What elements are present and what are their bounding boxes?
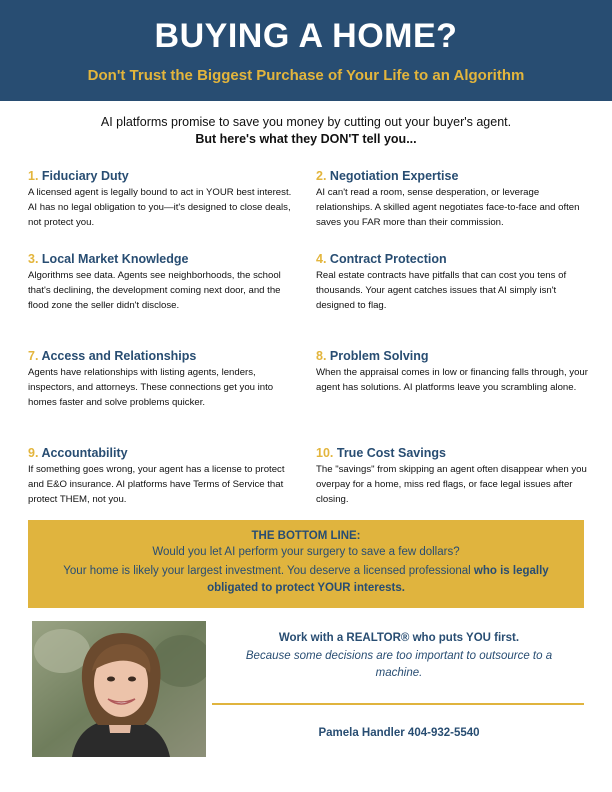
point-access-relationships (28, 349, 300, 411)
intro-line: AI platforms promise to save you money by cutting out your buyer's agent. (100, 115, 512, 129)
point-local-market-knowledge (28, 252, 300, 314)
bottom-line-box (28, 520, 584, 608)
agent-contact: Pamela Handler 404-932-5540 (318, 727, 480, 739)
point-title: Fiduciary Duty (41, 169, 129, 183)
bottom-line-statement-text: Your home is likely your largest investment. You deserve a licensed professional (63, 565, 474, 577)
point-number: 2. (316, 169, 327, 183)
point-problem-solving (316, 349, 588, 395)
point-fiduciary-duty (28, 169, 300, 231)
header-banner (0, 0, 612, 101)
point-title: Local Market Knowledge (41, 252, 189, 266)
divider (212, 703, 584, 705)
intro (0, 114, 612, 148)
point-body: A licensed agent is legally bound to act in YOUR best interest. AI has no legal obligation to you—it's designed to close deals, not protect you. (28, 187, 292, 229)
point-number: 8. (316, 349, 327, 363)
call-to-action (214, 632, 584, 682)
point-negotiation-expertise (316, 169, 588, 231)
point-number: 9. (28, 446, 39, 460)
point-contract-protection (316, 252, 588, 314)
point-accountability (28, 446, 300, 508)
point-number: 10. (316, 446, 334, 460)
point-title: Contract Protection (329, 252, 447, 266)
agent-photo (32, 621, 206, 757)
bottom-line-question: Would you let AI perform your surgery to save a few dollars? (152, 546, 460, 558)
point-body: AI can't read a room, sense desperation, or leverage relationships. A skilled agent negotiates face-to-face and often saves you FAR more than their commission. (316, 187, 580, 229)
point-title: Accountability (41, 446, 128, 460)
point-number: 1. (28, 169, 39, 183)
point-body: If something goes wrong, your agent has a license to protect and E&O insurance. AI platforms have Terms of Service that protect THEM, not you. (28, 464, 285, 506)
point-number: 4. (316, 252, 327, 266)
bottom-line-title: THE BOTTOM LINE: (251, 530, 361, 542)
point-title: Negotiation Expertise (329, 169, 459, 183)
page-subtitle: Don't Trust the Biggest Purchase of Your Life to an Algorithm (87, 67, 525, 84)
point-body: When the appraisal comes in low or financing falls through, your agent has solutions. AI platforms leave you scrambling alone. (316, 367, 588, 394)
point-title: Problem Solving (329, 349, 429, 363)
cta-subtitle: Because some decisions are too important to outsource to a machine. (245, 650, 553, 679)
point-number: 7. (28, 349, 39, 363)
bottom-line-emphasis: who is legally obligated to protect YOUR interests. (207, 565, 549, 594)
point-true-cost-savings (316, 446, 588, 508)
intro-emphasis: But here's what they DON'T tell you... (195, 132, 417, 146)
point-body: Agents have relationships with listing agents, lenders, inspectors, and attorneys. These connections get you into homes faster and solve problems quicker. (28, 367, 274, 409)
page-title: BUYING A HOME? (154, 17, 458, 55)
cta-title: Work with a REALTOR® who puts YOU first. (278, 632, 520, 644)
point-title: True Cost Savings (336, 446, 446, 460)
point-number: 3. (28, 252, 39, 266)
bottom-line-statement (48, 563, 564, 597)
point-body: Algorithms see data. Agents see neighborhoods, the school that's declining, the development coming next door, and the flood zone the seller didn't disclose. (28, 270, 281, 312)
agent-portrait-icon (32, 621, 206, 757)
point-body: Real estate contracts have pitfalls that can cost you tens of thousands. Your agent catches issues that AI simply isn't designed to flag. (316, 270, 567, 312)
point-title: Access and Relationships (41, 349, 197, 363)
point-body: The "savings" from skipping an agent often disappear when you overpay for a home, miss red flags, or face legal issues after closing. (316, 464, 587, 506)
